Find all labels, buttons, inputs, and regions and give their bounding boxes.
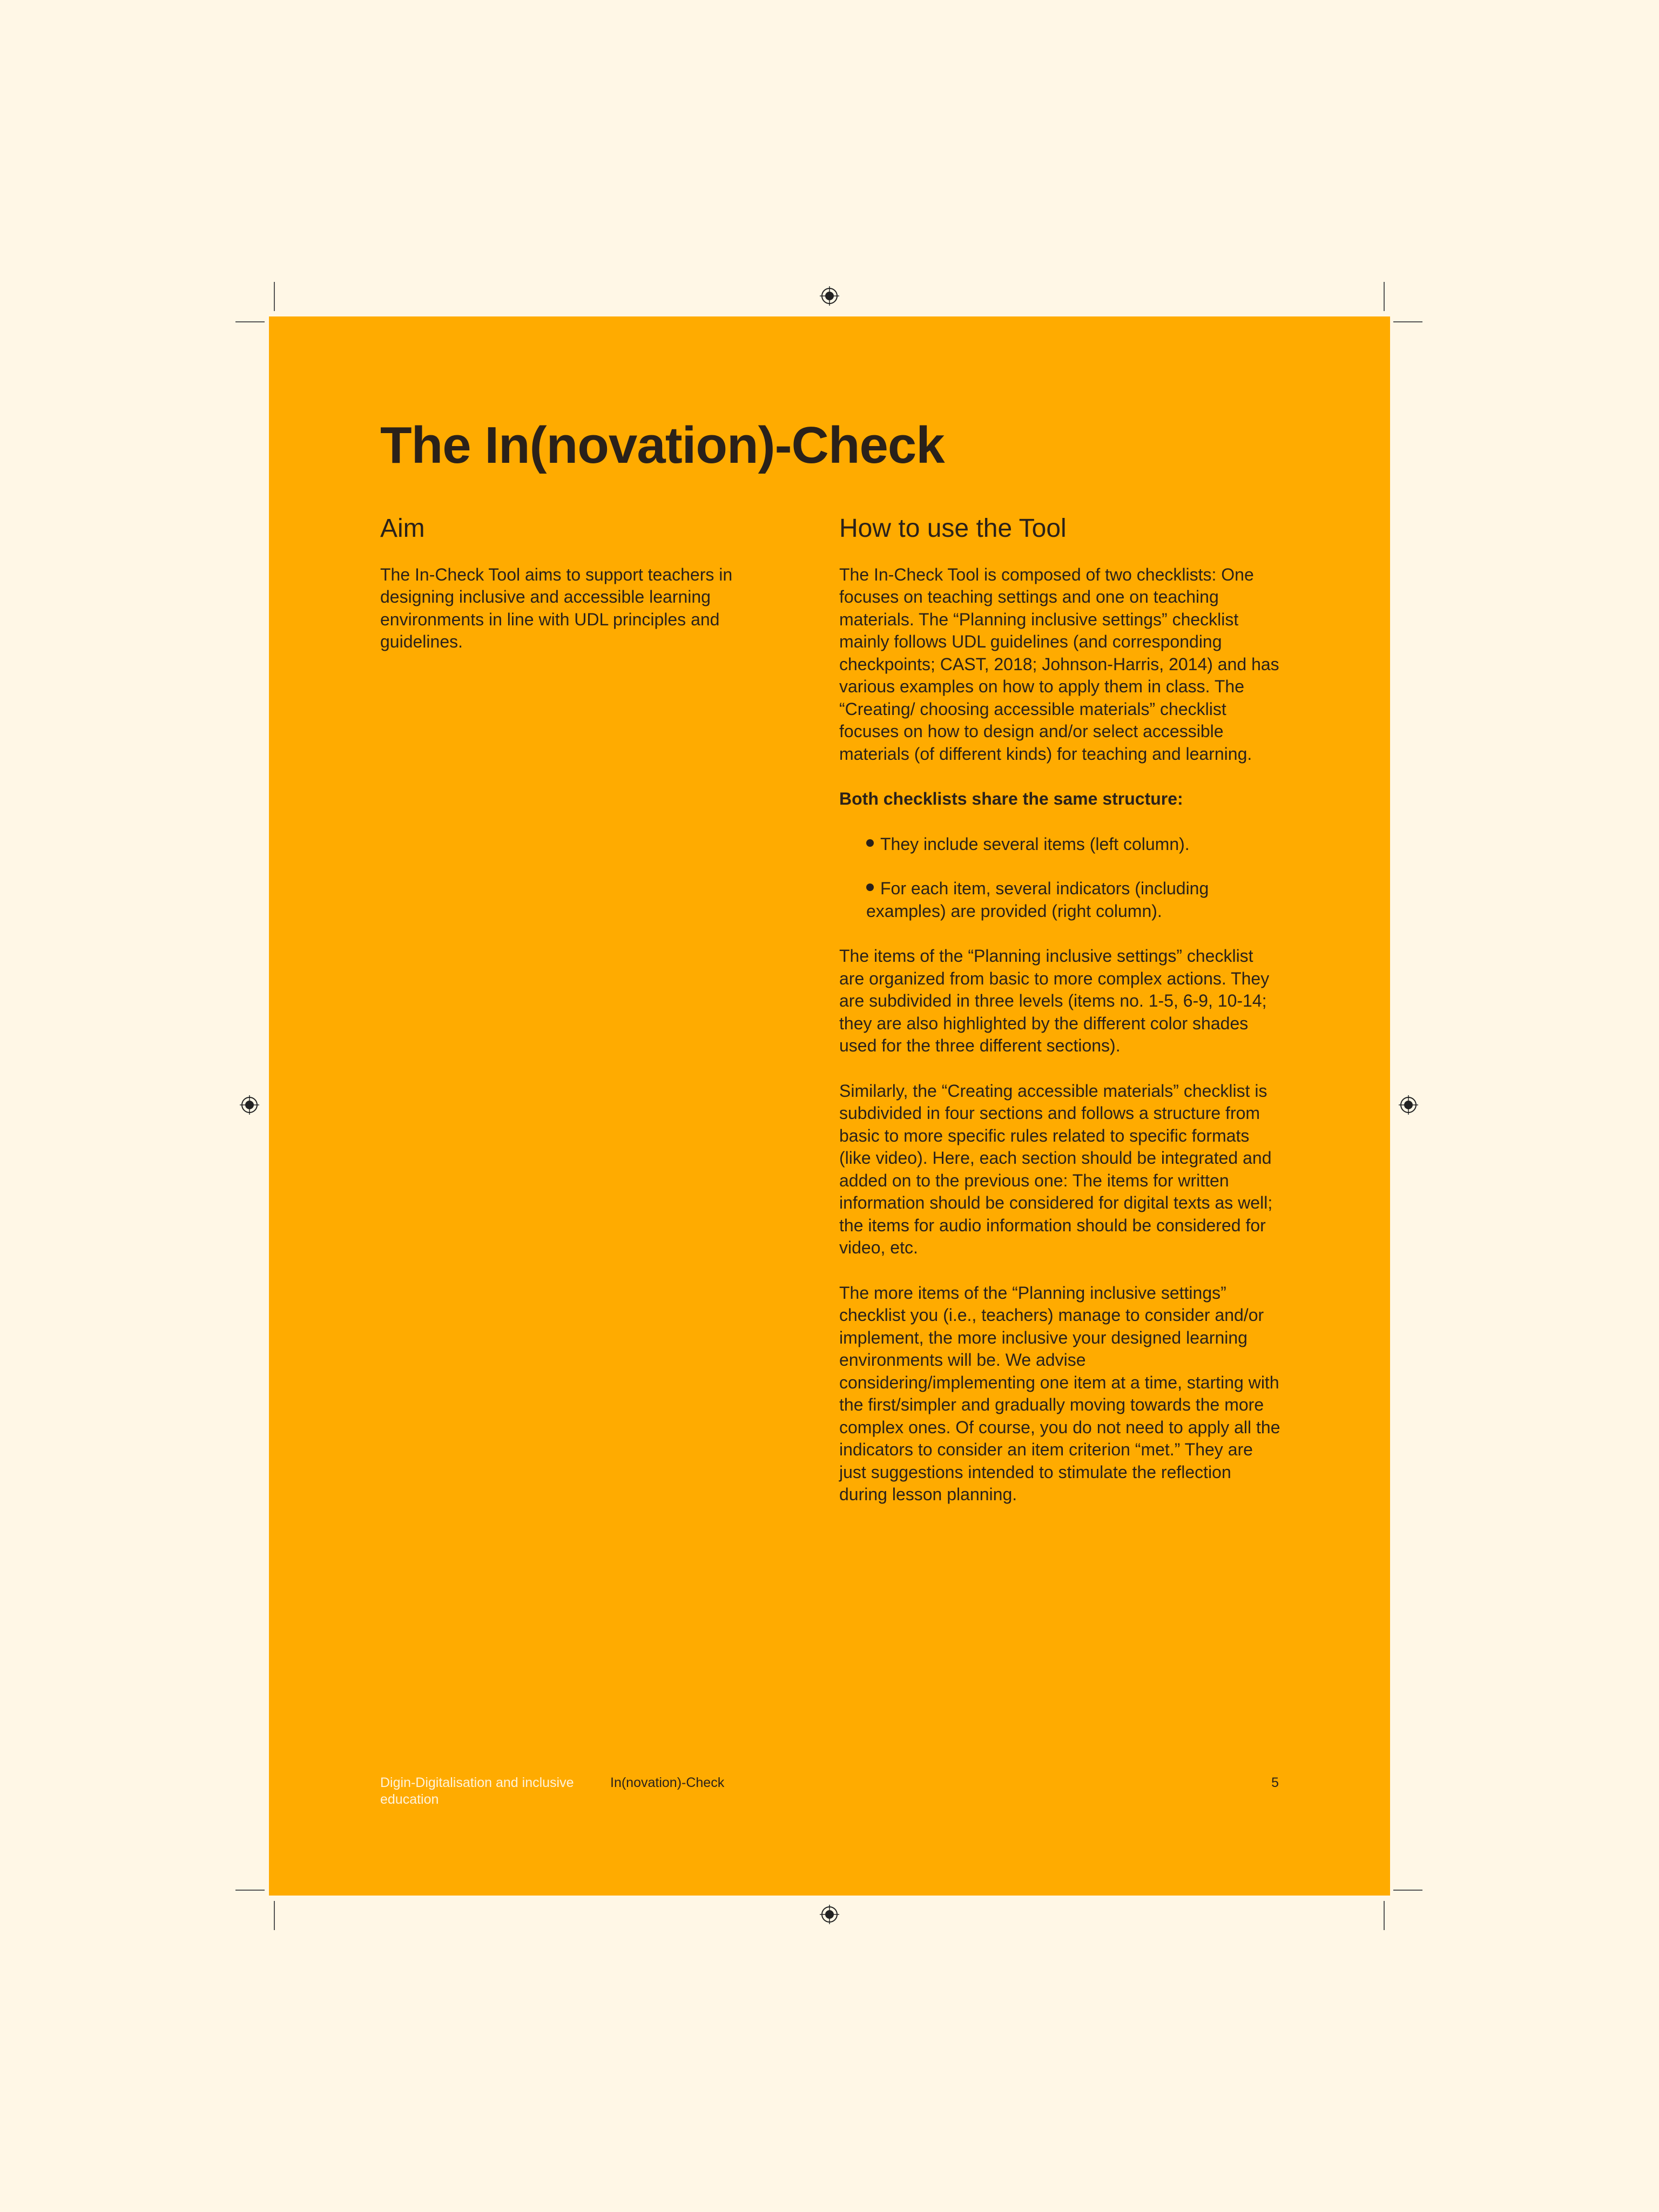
registration-mark-icon bbox=[820, 286, 839, 306]
crop-mark-top-left bbox=[274, 282, 275, 311]
list-item bbox=[866, 833, 1282, 856]
structure-label: Both checklists share the same structure: bbox=[839, 789, 1183, 809]
crop-mark-bottom-left bbox=[274, 1901, 275, 1930]
bullet-icon bbox=[866, 839, 874, 847]
list-item bbox=[866, 878, 1282, 922]
footer-section-title: In(novation)-Check bbox=[610, 1775, 725, 1790]
page-number: 5 bbox=[1271, 1775, 1279, 1790]
aim-text: The In-Check Tool aims to support teachers in designing inclusive and accessible learning environments in line with UDL principles and guidelines. bbox=[380, 564, 733, 652]
registration-mark-icon bbox=[240, 1095, 259, 1115]
crop-mark-bottom-right-h bbox=[1393, 1890, 1422, 1891]
aim-section bbox=[380, 513, 801, 676]
crop-mark-top-right-h bbox=[1393, 321, 1422, 322]
registration-mark-icon bbox=[1399, 1095, 1418, 1115]
list-item-text: For each item, several indicators (including examples) are provided (right column). bbox=[866, 879, 1209, 921]
structure-list bbox=[839, 833, 1282, 923]
crop-mark-bottom-right bbox=[1384, 1901, 1385, 1930]
crop-mark-bottom-left-h bbox=[235, 1890, 265, 1891]
how-to-paragraph-1: The In-Check Tool is composed of two checklists: One focuses on teaching settings and one on teaching materials. The “Planning inclusive settings” checklist mainly follows UDL guidelines (and corresponding checkpoints; CAST, 2018; Johnson-Harris, 2014) and has various examples on how to apply them in class. The “Creating/ choosing accessible materials” checklist focuses on how to design and/or select accessible materials (of different kinds) for teaching and learning. bbox=[839, 564, 1279, 764]
bullet-icon bbox=[866, 884, 874, 891]
document-page bbox=[269, 316, 1390, 1896]
list-item-text: They include several items (left column). bbox=[880, 834, 1190, 854]
aim-heading: Aim bbox=[380, 514, 425, 543]
registration-mark-icon bbox=[820, 1905, 839, 1924]
footer-organization: Digin-Digitalisation and inclusive education bbox=[380, 1775, 574, 1807]
crop-mark-top-left-h bbox=[235, 321, 265, 322]
how-to-paragraph-4: The more items of the “Planning inclusive settings” checklist you (i.e., teachers) manage to consider and/or implement, the more inclusive your designed learning environments will be. We advise considering/implementing one item at a time, starting with the first/simpler and gradually moving towards the more complex ones. Of course, you do not need to apply all the indicators to consider an item criterion “met.” They are just suggestions intended to stimulate the reflection during lesson planning. bbox=[839, 1283, 1280, 1505]
page-title: The In(novation)-Check bbox=[380, 416, 945, 474]
how-to-paragraph-3: Similarly, the “Creating accessible materials” checklist is subdivided in four sections and follows a structure from basic to more specific rules related to specific formats (like video). Here, each section should be integrated and added on to the previous one: The items for written information should be considered for digital texts as well; the items for audio information should be considered for video, etc. bbox=[839, 1081, 1273, 1258]
how-to-paragraph-2: The items of the “Planning inclusive settings” checklist are organized from basic to more complex actions. They are subdivided in three levels (items no. 1-5, 6-9, 10-14; they are also highlighted by the different color shades used for the three different sections). bbox=[839, 946, 1270, 1056]
how-to-section bbox=[839, 513, 1282, 1529]
how-to-heading: How to use the Tool bbox=[839, 514, 1067, 543]
crop-mark-top-right bbox=[1384, 282, 1385, 311]
